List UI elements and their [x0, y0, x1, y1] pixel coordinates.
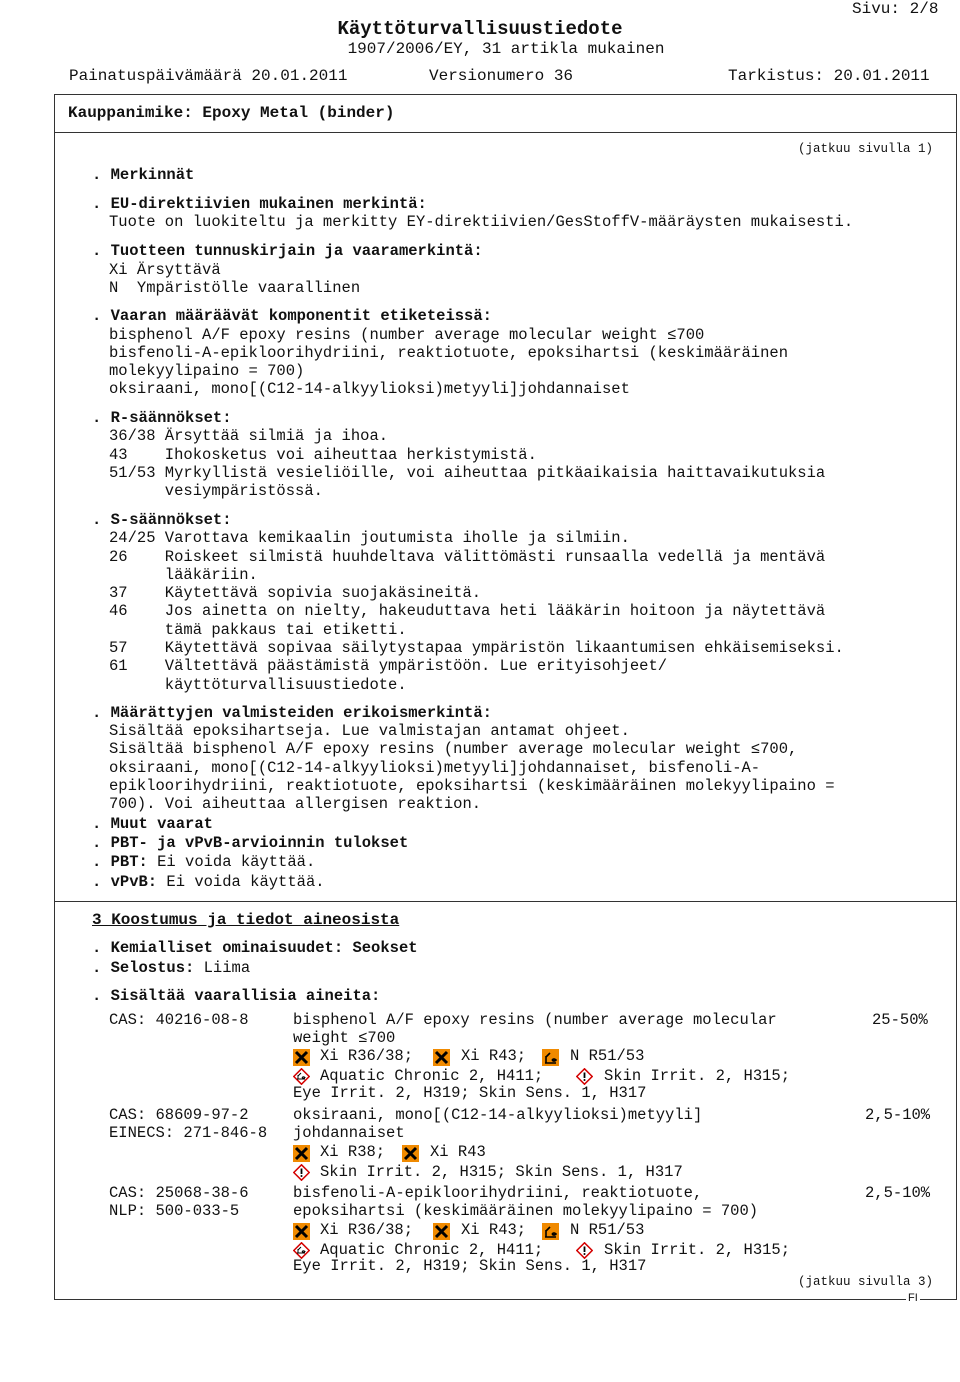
ghs-classification: Skin Irrit. 2, H315; Skin Sens. 1, H317: [320, 1163, 683, 1181]
special-labelling-heading: . Määrättyjen valmisteiden erikoismerkintä:: [92, 704, 492, 722]
component-line: molekyylipaino = 700): [109, 362, 305, 380]
section-divider: [54, 901, 957, 902]
revision-date: Tarkistus: 20.01.2011: [728, 67, 930, 85]
ghs-exclamation-icon: [293, 1164, 310, 1181]
concentration: 25-50%: [872, 1011, 928, 1029]
classification: Xi R43;: [461, 1221, 527, 1239]
harmful-cross-icon: [433, 1049, 450, 1066]
symbol-line: N Ympäristölle vaarallinen: [109, 279, 361, 297]
s-phrase: tämä pakkaus tai etiketti.: [109, 621, 407, 639]
s-phrases-heading: . S-säännökset:: [92, 511, 232, 529]
special-labelling-line: epikloorihydriini, reaktiotuote, epoksihartsi (keskimääräinen molekyylipaino =: [109, 777, 835, 795]
classification: N R51/53: [570, 1047, 645, 1065]
pbt-row: [92, 853, 315, 871]
ghs-classification: Skin Irrit. 2, H315;: [604, 1067, 791, 1085]
cas-number: CAS: 25068-38-6: [109, 1184, 249, 1202]
classification: Xi R43;: [461, 1047, 527, 1065]
harmful-cross-icon: [402, 1145, 419, 1162]
r-phrase: vesiympäristössä.: [109, 482, 323, 500]
eu-label-heading: . EU-direktiivien mukainen merkintä:: [92, 195, 427, 213]
description-label: . Selostus:: [92, 959, 195, 977]
concentration: 2,5-10%: [865, 1106, 931, 1124]
harmful-cross-icon: [293, 1049, 310, 1066]
r-phrases-heading: . R-säännökset:: [92, 409, 232, 427]
ingredient-name: bisphenol A/F epoxy resins (number average molecular: [293, 1011, 777, 1029]
s-phrase: käyttöturvallisuustiedote.: [109, 676, 407, 694]
harmful-cross-icon: [293, 1145, 310, 1162]
ingredient-name: bisfenoli-A-epikloorihydriini, reaktiotuote,: [293, 1184, 703, 1202]
ingredient-name: epoksihartsi (keskimääräinen molekyylipaino = 700): [293, 1202, 759, 1220]
component-line: oksiraani, mono[(C12-14-alkyylioksi)metyyli]johdannaiset: [109, 380, 630, 398]
section-3-title: 3 Koostumus ja tiedot aineosista: [92, 911, 400, 929]
document-subtitle: 1907/2006/EY, 31 artikla mukainen: [347, 40, 665, 58]
s-phrase: 57 Käytettävä sopivaa säilytystapaa ympäristön likaantumisen ehkäisemiseksi.: [109, 639, 844, 657]
document-title: Käyttöturvallisuustiedote: [337, 18, 623, 40]
symbol-heading: . Tuotteen tunnuskirjain ja vaaramerkintä:: [92, 242, 483, 260]
ghs-exclamation-icon: [576, 1068, 593, 1085]
vpvb-row: [92, 873, 325, 891]
s-phrase: 26 Roiskeet silmistä huuhdeltava välittömästi runsaalla vedellä ja mentävä: [109, 548, 826, 566]
ingredient-name: weight ≤700: [293, 1029, 396, 1047]
hazardous-ingredients-heading: . Sisältää vaarallisia aineita:: [92, 987, 381, 1005]
description-value: Liima: [194, 959, 251, 977]
cas-number: CAS: 40216-08-8: [109, 1011, 249, 1029]
special-labelling-line: Sisältää bisphenol A/F epoxy resins (number average molecular weight ≤700,: [109, 740, 798, 758]
einecs-number: EINECS: 271-846-8: [109, 1124, 268, 1142]
s-phrase: lääkäriin.: [109, 566, 258, 584]
continued-to: (jatkuu sivulla 3): [798, 1275, 934, 1289]
classification: Xi R36/38;: [320, 1047, 414, 1065]
classification: Xi R43: [430, 1143, 486, 1161]
r-phrase: 36/38 Ärsyttää silmiä ja ihoa.: [109, 427, 389, 445]
nlp-number: NLP: 500-033-5: [109, 1202, 240, 1220]
language-code: FI: [908, 1292, 918, 1304]
classification: Xi R36/38;: [320, 1221, 414, 1239]
environment-hazard-icon: [542, 1223, 559, 1240]
special-labelling-line: 700). Voi aiheuttaa allergisen reaktion.: [109, 795, 482, 813]
pbt-value: Ei voida käyttää.: [147, 853, 316, 871]
s-phrase: 46 Jos ainetta on nielty, hakeuduttava heti lääkärin hoitoon ja näytettävä: [109, 602, 826, 620]
ghs-environment-icon: [293, 1068, 310, 1085]
environment-hazard-icon: [542, 1049, 559, 1066]
ghs-classification: Aquatic Chronic 2, H411;: [320, 1067, 544, 1085]
harmful-cross-icon: [293, 1223, 310, 1240]
page-number: Sivu: 2/8: [852, 0, 939, 18]
ingredient-name: johdannaiset: [293, 1124, 405, 1142]
components-heading: . Vaaran määräävät komponentit etiketeissä:: [92, 307, 492, 325]
ghs-classification: Eye Irrit. 2, H319; Skin Sens. 1, H317: [293, 1084, 647, 1102]
markings-heading: . Merkinnät: [92, 166, 195, 184]
ghs-classification: Eye Irrit. 2, H319; Skin Sens. 1, H317: [293, 1257, 647, 1275]
classification: N R51/53: [570, 1221, 645, 1239]
cas-number: CAS: 68609-97-2: [109, 1106, 249, 1124]
version-number: Versionumero 36: [429, 67, 574, 85]
ingredient-name: oksiraani, mono[(C12-14-alkyylioksi)metyyli]: [293, 1106, 703, 1124]
component-line: bisfenoli-A-epikloorihydriini, reaktiotuote, epoksihartsi (keskimääräinen: [109, 344, 789, 362]
r-phrase: 51/53 Myrkyllistä vesieliöille, voi aiheuttaa pitkäaikaisia haittavaikutuksia: [109, 464, 826, 482]
special-labelling-line: oksiraani, mono[(C12-14-alkyylioksi)metyyli]johdannaiset, bisfenoli-A-: [109, 759, 761, 777]
component-line: bisphenol A/F epoxy resins (number average molecular weight ≤700: [109, 326, 705, 344]
trade-name: Kauppanimike: Epoxy Metal (binder): [68, 104, 395, 122]
ghs-classification: Aquatic Chronic 2, H411;: [320, 1241, 544, 1259]
vpvb-label: . vPvB:: [92, 873, 158, 891]
pbt-heading: . PBT- ja vPvB-arvioinnin tulokset: [92, 834, 409, 852]
continued-from: (jatkuu sivulla 1): [798, 142, 934, 156]
s-phrase: 61 Vältettävä päästämistä ympäristöön. Lue erityisohjeet/: [109, 657, 668, 675]
r-phrase: 43 Ihokosketus voi aiheuttaa herkistymistä.: [109, 446, 537, 464]
vpvb-value: Ei voida käyttää.: [157, 873, 325, 891]
description-row: [92, 959, 250, 977]
s-phrase: 37 Käytettävä sopivia suojakäsineitä.: [109, 584, 482, 602]
pbt-label: . PBT:: [92, 853, 148, 871]
chemical-characterization: . Kemialliset ominaisuudet: Seokset: [92, 939, 418, 957]
classification: Xi R38;: [320, 1143, 386, 1161]
s-phrase: 24/25 Varottava kemikaalin joutumista iholle ja silmiin.: [109, 529, 630, 547]
ghs-classification: Skin Irrit. 2, H315;: [604, 1241, 791, 1259]
special-labelling-line: Sisältää epoksihartseja. Lue valmistajan antamat ohjeet.: [109, 722, 630, 740]
symbol-line: Xi Ärsyttävä: [109, 261, 221, 279]
eu-label-text: Tuote on luokiteltu ja merkitty EY-direktiivien/GesStoffV-määräysten mukaisesti.: [109, 213, 854, 231]
harmful-cross-icon: [433, 1223, 450, 1240]
header-divider: [54, 132, 957, 133]
other-hazards-heading: . Muut vaarat: [92, 815, 213, 833]
print-date: Painatuspäivämäärä 20.01.2011: [69, 67, 348, 85]
concentration: 2,5-10%: [865, 1184, 931, 1202]
